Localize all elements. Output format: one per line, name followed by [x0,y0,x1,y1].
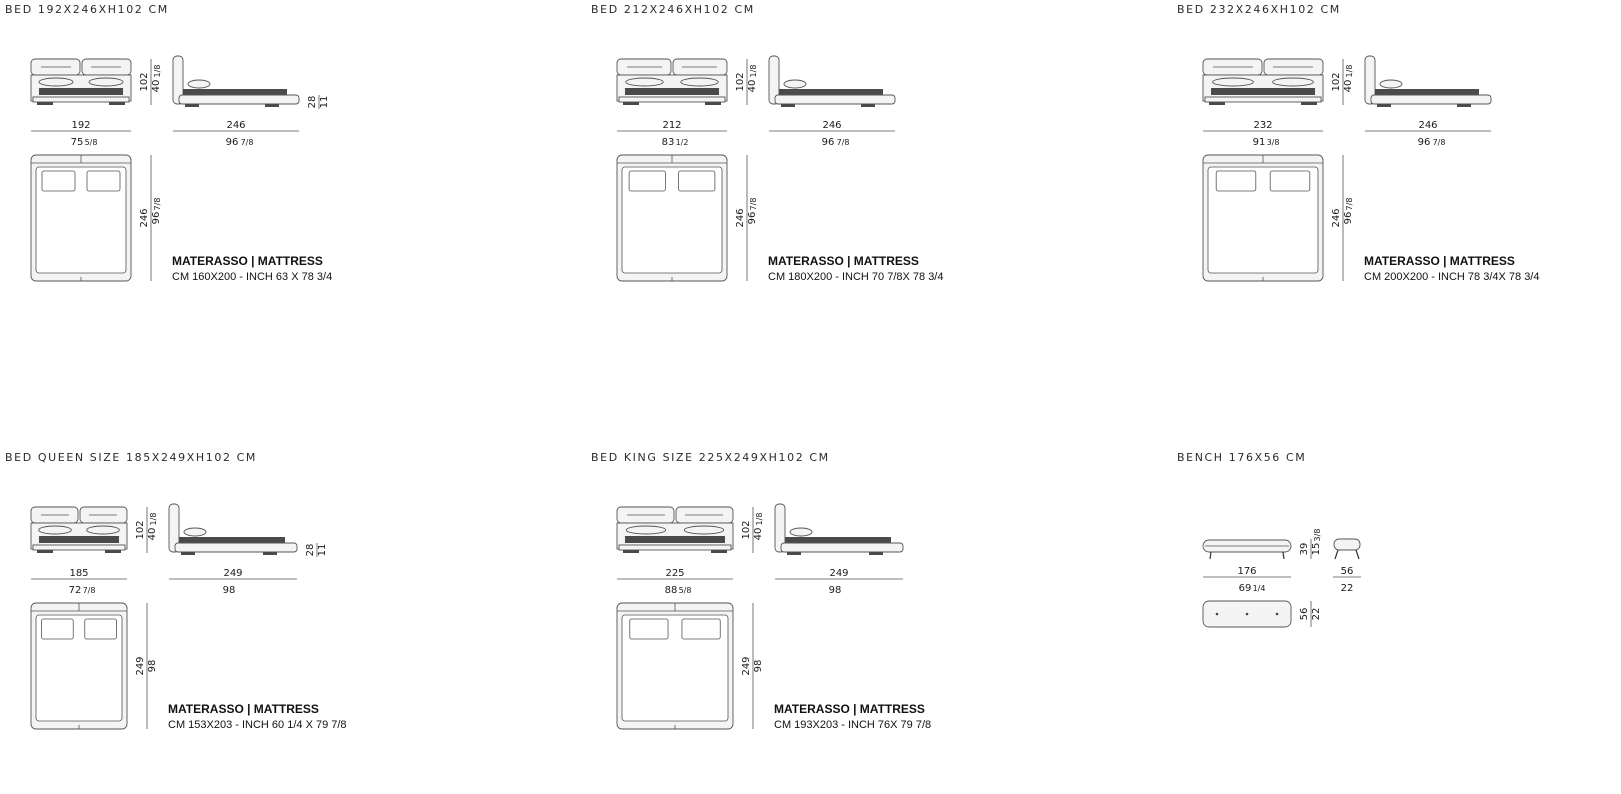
side-depth-in-frac: 7/8 [836,138,850,147]
bench-svg [1177,451,1597,651]
bed-212-svg [591,3,1151,333]
front-width-in: 88 [664,585,678,596]
side-base [175,543,297,552]
height-in: 40 [151,79,162,93]
height-cm: 102 [139,72,150,92]
bench-height-in-frac: 3/8 [1313,528,1322,542]
pillow-right [89,78,123,86]
bed-king-svg [591,451,1151,781]
front-width-in-frac: 3/8 [1266,138,1280,147]
drawing-title: BED QUEEN SIZE 185X249XH102 CM [5,451,258,464]
bench-width-cm: 176 [1237,566,1257,577]
pillow-left [626,526,665,534]
base-frame [619,545,731,550]
mattress-band [1211,88,1315,95]
side-pillow [1380,80,1402,88]
base-frame [33,97,129,102]
height-in: 40 [147,527,158,541]
side-base [179,95,299,104]
plan-depth-in: 98 [753,659,764,673]
plan-pillow-left [1216,171,1256,191]
bench-plan-depth-in: 22 [1311,607,1322,621]
bench-side-depth-in: 22 [1340,583,1354,594]
front-width-in: 83 [661,137,675,148]
side-depth-in-frac: 7/8 [1432,138,1446,147]
plan-depth-in-frac: 7/8 [153,197,162,211]
foot-left [623,550,639,553]
side-foot-right [263,552,277,555]
front-view [617,507,764,596]
bed-king-drawing [591,451,1151,781]
plan-depth-in-frac: 7/8 [1345,197,1354,211]
bench-side-view [1333,539,1361,594]
side-base [775,95,895,104]
drawing-title: BED 212X246XH102 CM [591,3,755,16]
mattress-band [39,88,123,95]
foot-right [109,102,125,105]
mattress-spec: CM 180X200 - INCH 70 7/8X 78 3/4 [768,271,944,283]
side-foot-right [869,552,883,555]
height-in: 40 [1343,79,1354,93]
side-base [1371,95,1491,104]
side-foot-left [787,552,801,555]
pillow-left [1213,78,1254,86]
bench-front-view [1203,529,1322,594]
pillow-right [684,526,723,534]
height-in-frac: 1/8 [153,64,162,78]
plan-pillow-right [679,171,715,191]
side-foot-left [185,104,199,107]
pillow-left [39,526,72,534]
side-view [769,56,895,148]
bench-width-in: 69 [1238,583,1252,594]
side-foot-right [1457,104,1471,107]
mattress-spec: CM 193X203 - INCH 76X 79 7/8 [774,719,932,731]
side-depth-cm: 249 [223,568,243,579]
side-depth-in: 98 [222,585,236,596]
side-base [781,543,903,552]
side-mattress [183,89,287,95]
plan-pillow-right [85,619,117,639]
bench-height-cm: 39 [1299,542,1310,556]
plan-depth-in: 96 [1343,211,1354,225]
base-height-cm: 28 [307,95,318,109]
pillow-left [626,78,663,86]
bed-232-svg [1177,3,1597,333]
plan-pillow-right [682,619,720,639]
height-in: 40 [747,79,758,93]
foot-right [711,550,727,553]
side-mattress [779,89,883,95]
plan-depth-cm: 246 [735,208,746,228]
side-depth-cm: 246 [1418,120,1438,131]
base-frame [619,97,725,102]
front-width-cm: 185 [69,568,89,579]
front-width-in: 91 [1252,137,1266,148]
side-depth-in: 96 [225,137,239,148]
height-cm: 102 [1331,72,1342,92]
side-depth-cm: 249 [829,568,849,579]
bench-side-depth-cm: 56 [1340,566,1354,577]
side-view [169,504,328,596]
mattress-band [625,536,725,543]
foot-left [37,102,53,105]
foot-left [37,550,53,553]
mattress-title: MATERASSO | MATTRESS [1364,254,1515,268]
bench-drawing [1177,451,1597,781]
mattress-band [625,88,719,95]
base-height-cm: 28 [305,543,316,557]
side-mattress [785,537,891,543]
height-cm: 102 [735,72,746,92]
drawing-title: BED KING SIZE 225X249XH102 CM [591,451,830,464]
front-width-in: 75 [70,137,84,148]
height-in: 40 [753,527,764,541]
mattress-band [39,536,119,543]
front-view [617,59,758,148]
bed-192-drawing [5,3,565,333]
height-in-frac: 1/8 [1345,64,1354,78]
plan-view [617,603,931,731]
bench-plan-view [1203,601,1322,627]
base-frame [1205,97,1321,102]
plan-depth-cm: 246 [139,208,150,228]
front-width-in-frac: 5/8 [84,138,98,147]
mattress-title: MATERASSO | MATTRESS [774,702,925,716]
side-pillow [790,528,812,536]
foot-right [105,550,121,553]
drawing-title: BED 192X246XH102 CM [5,3,169,16]
side-depth-in: 96 [1417,137,1431,148]
plan-depth-cm: 249 [135,656,146,676]
pillow-right [87,526,120,534]
plan-depth-cm: 249 [741,656,752,676]
plan-pillow-left [42,619,74,639]
bench-width-in-frac: 1/4 [1252,584,1266,593]
foot-left [1209,102,1225,105]
drawing-title: BENCH 176X56 CM [1177,451,1307,464]
plan-depth-in: 98 [147,659,158,673]
height-in-frac: 1/8 [749,64,758,78]
plan-pillow-right [1270,171,1310,191]
base-height-in: 11 [319,95,330,109]
bed-queen-svg [5,451,565,781]
plan-pillow-left [42,171,75,191]
plan-depth-in-frac: 7/8 [749,197,758,211]
mattress-title: MATERASSO | MATTRESS [172,254,323,268]
plan-view [31,155,332,283]
foot-right [705,102,721,105]
mattress-title: MATERASSO | MATTRESS [168,702,319,716]
front-width-cm: 212 [662,120,682,131]
side-depth-cm: 246 [226,120,246,131]
front-width-cm: 232 [1253,120,1273,131]
side-foot-right [265,104,279,107]
side-view [775,504,903,596]
side-view [173,56,330,148]
side-foot-left [1377,104,1391,107]
plan-pillow-left [630,619,668,639]
side-view [1365,56,1491,148]
height-cm: 102 [741,520,752,540]
side-foot-left [181,552,195,555]
side-depth-in-frac: 7/8 [240,138,254,147]
side-pillow [188,80,210,88]
height-cm: 102 [135,520,146,540]
bed-192-svg [5,3,565,333]
mattress-title: MATERASSO | MATTRESS [768,254,919,268]
plan-view [1203,155,1539,283]
bench-plan-depth-cm: 56 [1299,607,1310,621]
side-pillow [184,528,206,536]
side-depth-cm: 246 [822,120,842,131]
drawing-title: BED 232X246XH102 CM [1177,3,1341,16]
side-pillow [784,80,806,88]
bed-232-drawing [1177,3,1621,333]
front-view [1203,59,1354,148]
side-depth-in: 96 [821,137,835,148]
pillow-left [39,78,73,86]
front-view [31,59,162,148]
plan-pillow-left [629,171,665,191]
pillow-right [681,78,718,86]
mattress-spec: CM 200X200 - INCH 78 3/4X 78 3/4 [1364,271,1540,283]
plan-depth-in: 96 [151,211,162,225]
mattress-spec: CM 160X200 - INCH 63 X 78 3/4 [172,271,333,283]
plan-pillow-right [87,171,120,191]
side-foot-right [861,104,875,107]
height-in-frac: 1/8 [755,512,764,526]
front-width-cm: 225 [665,568,685,579]
bed-queen-drawing [5,451,565,781]
plan-view [31,603,347,731]
side-mattress [179,537,285,543]
front-width-in-frac: 1/2 [675,138,689,147]
side-depth-in: 98 [828,585,842,596]
pillow-right [1273,78,1314,86]
plan-view [617,155,943,283]
side-foot-left [781,104,795,107]
height-in-frac: 1/8 [149,512,158,526]
foot-right [1301,102,1317,105]
mattress-spec: CM 153X203 - INCH 60 1/4 X 79 7/8 [168,719,347,731]
bed-212-drawing [591,3,1151,333]
side-mattress [1375,89,1479,95]
front-width-in-frac: 5/8 [678,586,692,595]
base-frame [33,545,125,550]
plan-depth-cm: 246 [1331,208,1342,228]
front-view [31,507,158,596]
base-height-in: 11 [317,543,328,557]
front-width-in: 72 [68,585,82,596]
front-width-in-frac: 7/8 [82,586,96,595]
bench-height-in: 15 [1311,542,1322,556]
plan-depth-in: 96 [747,211,758,225]
foot-left [623,102,639,105]
front-width-cm: 192 [71,120,91,131]
